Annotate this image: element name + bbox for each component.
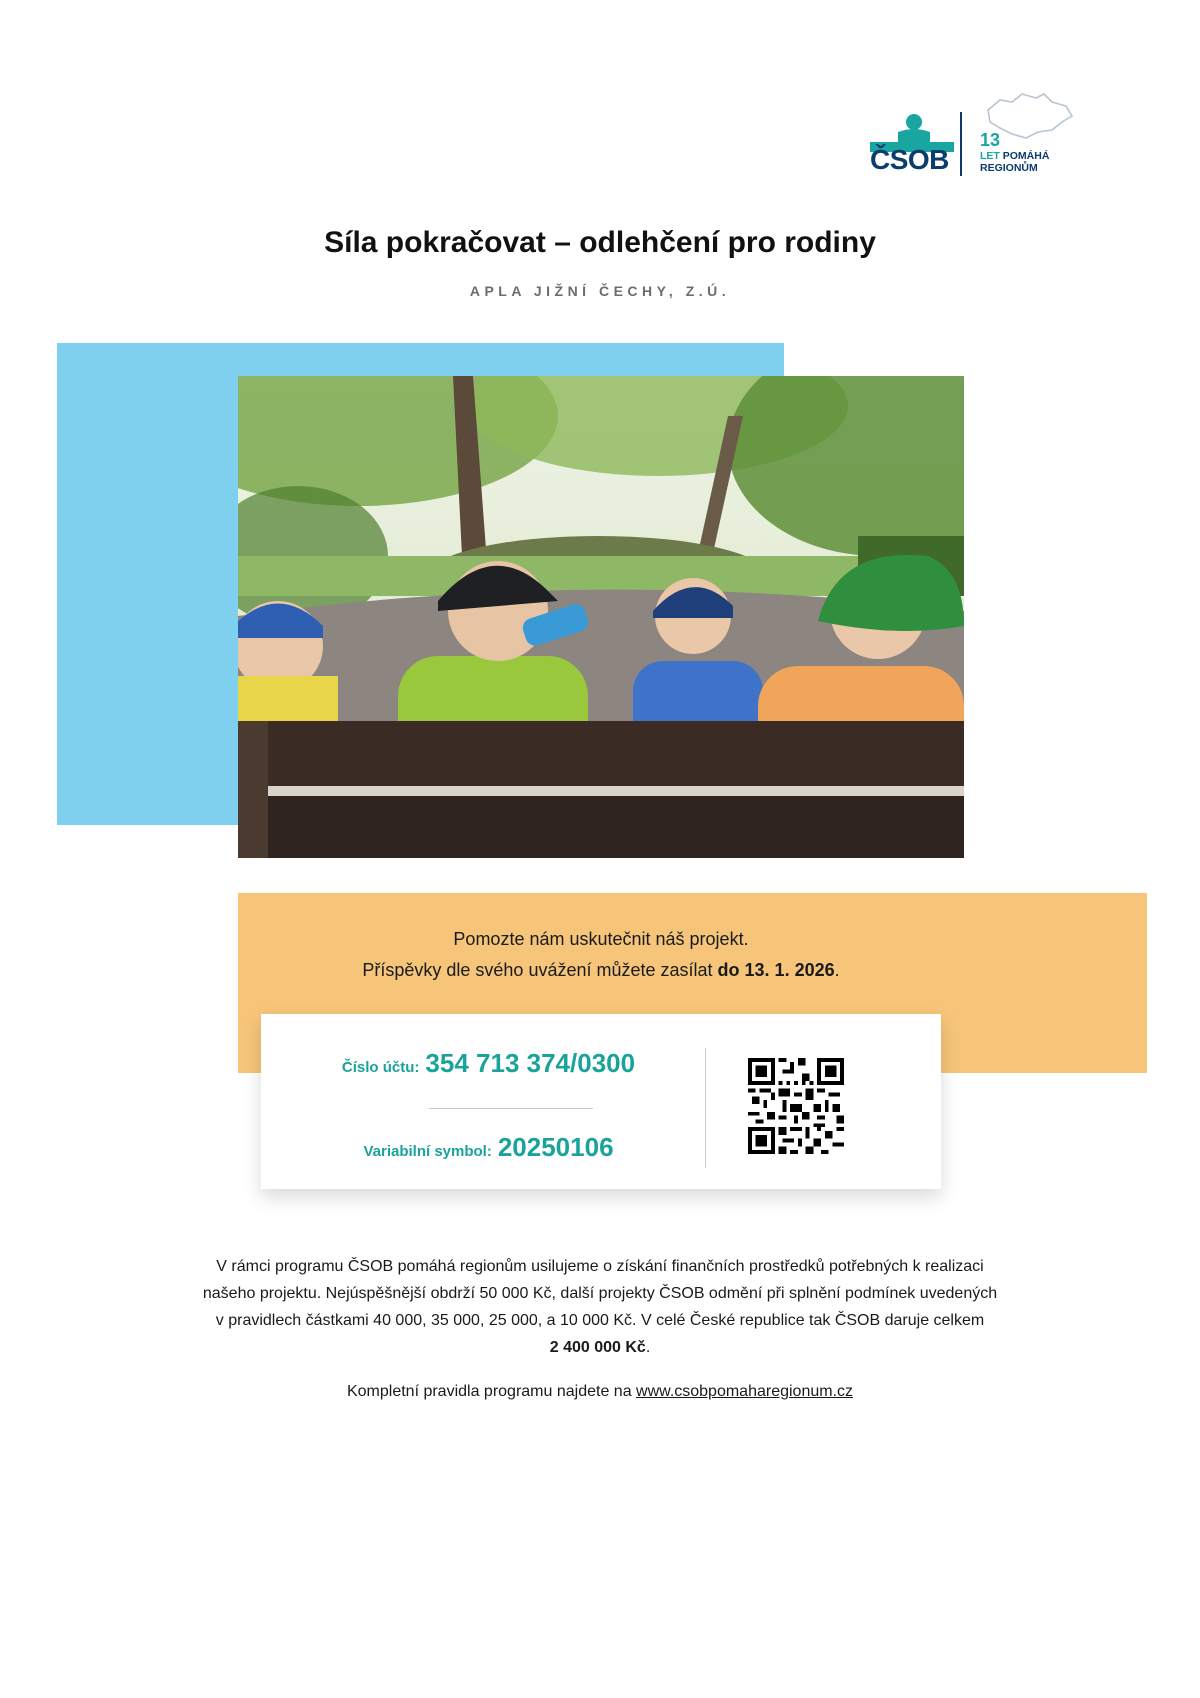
donation-text-line2 xyxy=(238,960,964,981)
payment-separator xyxy=(429,1108,593,1109)
csob-wordmark: ČSOB xyxy=(870,144,949,175)
info-text-line1: V rámci programu ČSOB pomáhá regionům usilujeme o získání finančních prostředků potřebných k realizaci xyxy=(216,1258,984,1275)
info-text-line2: našeho projektu. Nejúspěšnější obdrží 50 000 Kč, další projekty ČSOB odmění při splnění podmínek uvedených xyxy=(202,1285,998,1302)
csob-logo xyxy=(868,88,1088,188)
donation-deadline: do 13. 1. 2026 xyxy=(717,960,835,980)
badge-line1-rest: POMÁHÁ xyxy=(1002,150,1050,162)
photo-illustration xyxy=(238,376,964,858)
badge-line1 xyxy=(980,150,1049,162)
badge-number: 13 xyxy=(980,130,1001,150)
total-amount-suffix: . xyxy=(645,1339,651,1356)
project-photo xyxy=(238,376,964,858)
payment-vertical-divider xyxy=(705,1048,706,1168)
rules-prefix: Kompletní pravidla programu najdete na xyxy=(346,1383,637,1400)
payment-card xyxy=(261,1014,941,1189)
info-text-line3: v pravidlech částkami 40 000, 35 000, 25 000, a 10 000 Kč. V celé České republice tak ČSOB daruje celkem xyxy=(215,1312,985,1329)
badge-line2: REGIONŮM xyxy=(980,162,1038,174)
donation-text-line1: Pomozte nám uskutečnit náš projekt. xyxy=(453,929,749,949)
total-amount: 2 400 000 Kč xyxy=(549,1339,646,1356)
account-number: 354 713 374/0300 xyxy=(425,1048,636,1078)
badge-let: LET xyxy=(980,150,1000,162)
variable-symbol-label: Variabilní symbol: xyxy=(363,1143,492,1160)
donation-prefix: Příspěvky dle svého uvážení můžete zasílat xyxy=(362,960,718,980)
qr-code-icon[interactable] xyxy=(748,1058,844,1154)
account-label: Číslo účtu: xyxy=(341,1059,420,1076)
donation-suffix: . xyxy=(834,960,840,980)
page-title: Síla pokračovat – odlehčení pro rodiny xyxy=(324,226,876,259)
organization-name: APLA JIŽNÍ ČECHY, Z.Ú. xyxy=(469,283,731,299)
variable-symbol-value: 20250106 xyxy=(497,1132,614,1162)
rules-line xyxy=(0,1383,1200,1401)
variable-symbol-row xyxy=(261,1132,716,1163)
rules-link[interactable]: www.csobpomaharegionum.cz xyxy=(636,1383,854,1400)
account-row xyxy=(261,1048,716,1079)
logo-divider xyxy=(960,112,962,176)
info-text-line4 xyxy=(0,1339,1200,1357)
